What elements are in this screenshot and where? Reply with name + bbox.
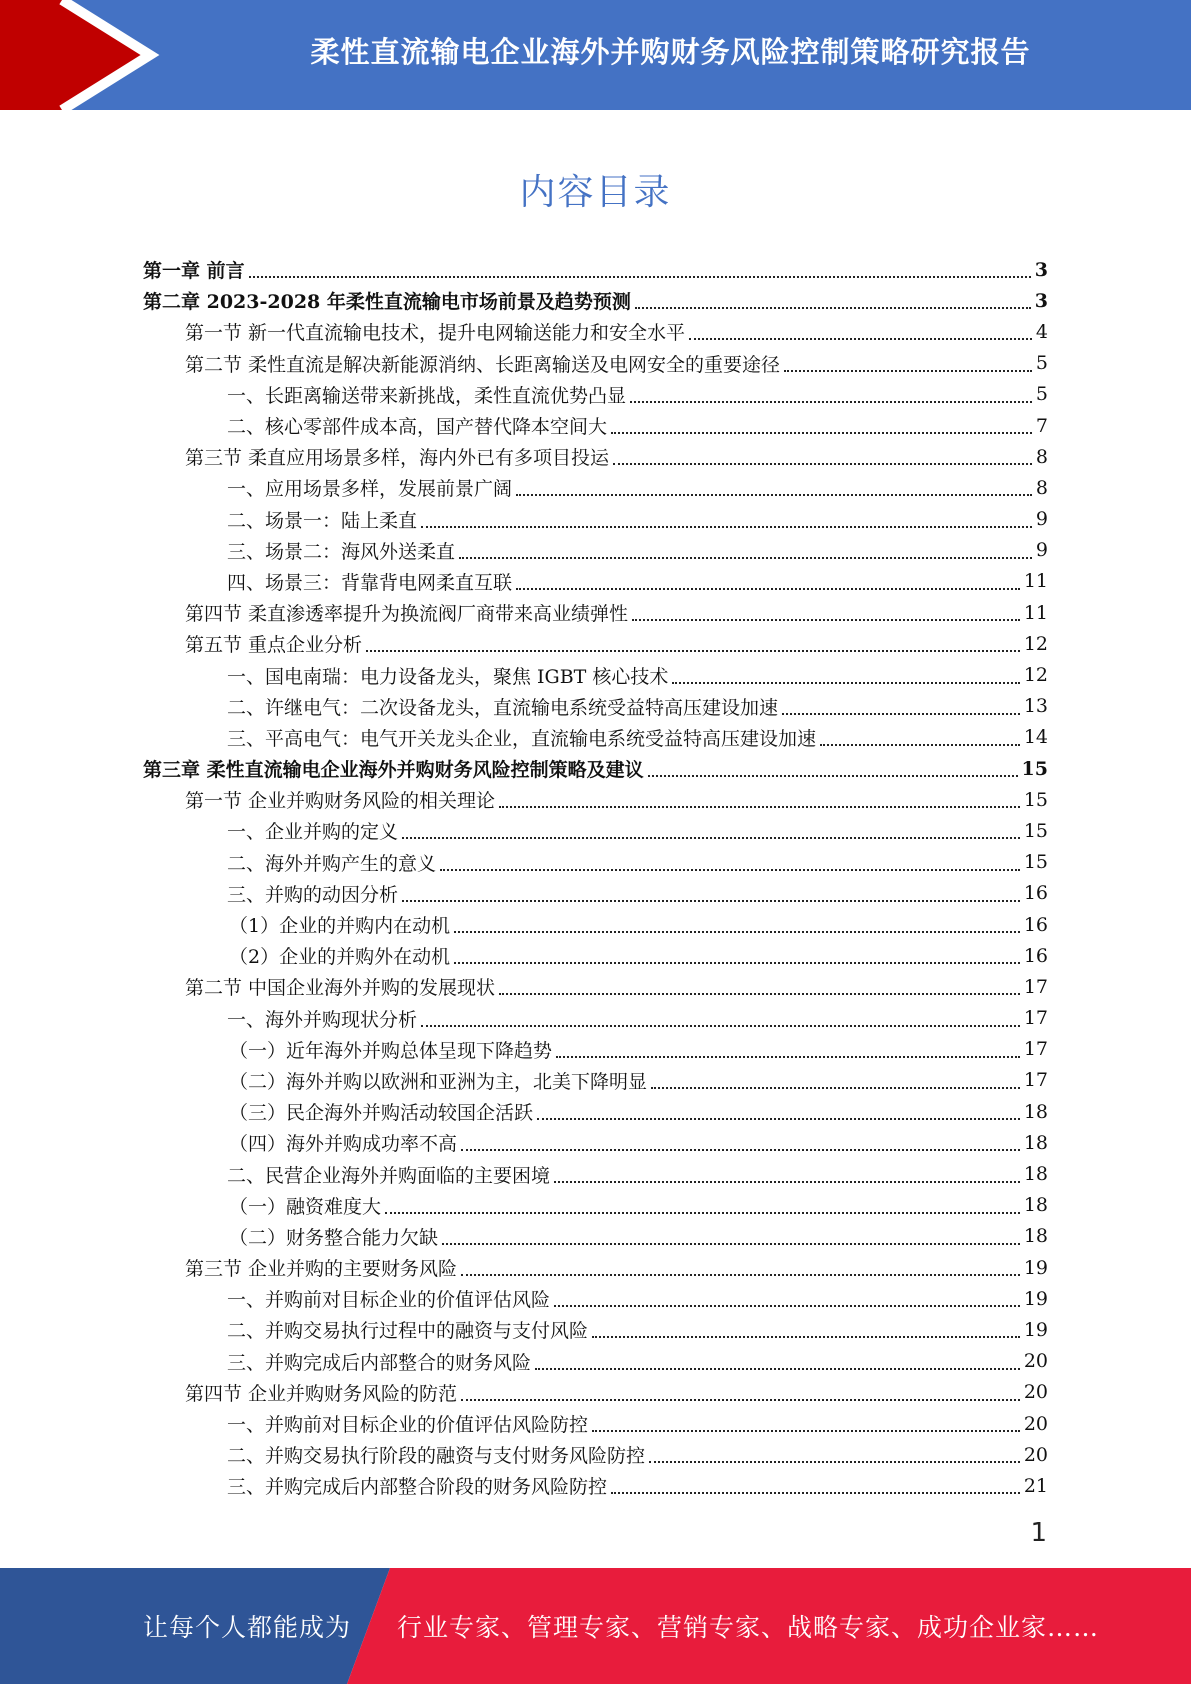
toc-entry-text: （四）海外并购成功率不高 — [229, 1133, 458, 1156]
toc-entry[interactable] — [143, 909, 1048, 940]
toc-entry[interactable] — [143, 847, 1048, 878]
toc-heading: 内容目录 — [519, 172, 672, 213]
toc-entry-page: 9 — [1035, 508, 1048, 531]
toc-entry-page: 20 — [1023, 1412, 1048, 1435]
toc-entry-page: 16 — [1023, 913, 1048, 936]
toc-entry-text: 一、海外并购现状分析 — [227, 1008, 418, 1031]
toc-entry[interactable] — [143, 971, 1048, 1002]
toc-dot-leader — [402, 899, 1020, 902]
toc-dot-leader — [689, 337, 1032, 340]
header-chevron-graphic — [0, 0, 160, 110]
toc-dot-leader — [366, 649, 1020, 652]
toc-entry[interactable] — [143, 1314, 1048, 1345]
toc-entry-text: 第三节 企业并购的主要财务风险 — [185, 1258, 458, 1281]
toc-entry-text: （二）海外并购以欧洲和亚洲为主，北美下降明显 — [229, 1070, 648, 1093]
toc-entry-text: 一、长距离输送带来新挑战，柔性直流优势凸显 — [227, 384, 627, 407]
toc-entry-text: （2）企业的并购外在动机 — [229, 946, 451, 969]
footer-slogan-left: 让每个人都能成为 — [143, 1613, 352, 1642]
toc-dot-leader — [611, 1491, 1020, 1494]
toc-entry-text: 第一章 前言 — [143, 260, 245, 283]
toc-entry[interactable] — [143, 597, 1048, 628]
toc-entry-text: 二、场景一：陆上柔直 — [227, 509, 418, 532]
toc-entry[interactable] — [143, 1065, 1048, 1096]
toc-entry-page: 18 — [1023, 1131, 1048, 1154]
toc-dot-leader — [461, 1273, 1020, 1276]
toc-entry-page: 14 — [1023, 726, 1048, 749]
toc-entry[interactable] — [143, 379, 1048, 410]
toc-entry-text: 第二节 中国企业海外并购的发展现状 — [185, 977, 496, 1000]
toc-entry[interactable] — [143, 285, 1048, 316]
toc-dot-leader — [535, 1367, 1020, 1370]
toc-entry-page: 12 — [1023, 632, 1048, 655]
toc-entry[interactable] — [143, 1158, 1048, 1189]
toc-entry-text: 第二节 柔性直流是解决新能源消纳、长距离输送及电网安全的重要途径 — [185, 353, 781, 376]
toc-entry-page: 16 — [1023, 944, 1048, 967]
toc-entry[interactable] — [143, 659, 1048, 690]
toc-entry-text: 二、核心零部件成本高，国产替代降本空间大 — [227, 416, 608, 439]
toc-dot-leader — [442, 1242, 1020, 1245]
toc-entry-page: 3 — [1034, 289, 1048, 312]
toc-entry-text: 第四节 柔直渗透率提升为换流阀厂商带来高业绩弹性 — [185, 603, 629, 626]
toc-entry[interactable] — [143, 691, 1048, 722]
toc-dot-leader — [651, 1086, 1020, 1089]
toc-dot-leader — [421, 1024, 1020, 1027]
toc-entry-text: （二）财务整合能力欠缺 — [229, 1226, 439, 1249]
toc-entry-text: （一）融资难度大 — [229, 1195, 382, 1218]
toc-entry-page: 20 — [1023, 1350, 1048, 1373]
toc-entry[interactable] — [143, 254, 1048, 285]
toc-dot-leader — [784, 369, 1032, 372]
toc-entry-page: 16 — [1023, 882, 1048, 905]
toc-entry-text: 二、并购交易执行阶段的融资与支付财务风险防控 — [227, 1445, 646, 1468]
toc-entry-text: 二、民营企业海外并购面临的主要困境 — [227, 1164, 551, 1187]
toc-entry-page: 15 — [1023, 788, 1048, 811]
toc-entry-text: 二、并购交易执行过程中的融资与支付风险 — [227, 1320, 589, 1343]
toc-dot-leader — [461, 1398, 1020, 1401]
toc-entry-text: 第一节 新一代直流输电技术，提升电网输送能力和安全水平 — [185, 322, 686, 345]
toc-entry[interactable] — [143, 348, 1048, 379]
toc-dot-leader — [537, 1117, 1020, 1120]
toc-entry-page: 20 — [1023, 1381, 1048, 1404]
toc-entry-page: 5 — [1035, 383, 1048, 406]
toc-entry[interactable] — [143, 1439, 1048, 1470]
toc-entry-page: 21 — [1023, 1474, 1048, 1497]
toc-dot-leader — [249, 275, 1031, 278]
toc-entry-page: 12 — [1023, 664, 1048, 687]
table-of-contents — [143, 254, 1048, 1502]
toc-entry[interactable] — [143, 566, 1048, 597]
toc-entry[interactable] — [143, 1408, 1048, 1439]
toc-entry-text: 第三章 柔性直流输电企业海外并购财务风险控制策略及建议 — [143, 759, 644, 782]
toc-entry[interactable] — [143, 1470, 1048, 1501]
toc-entry-page: 17 — [1023, 975, 1048, 998]
footer-banner — [0, 1568, 1191, 1684]
toc-entry-page: 19 — [1023, 1287, 1048, 1310]
toc-entry-text: （一）近年海外并购总体呈现下降趋势 — [229, 1039, 553, 1062]
toc-entry-page: 7 — [1035, 414, 1048, 437]
toc-entry-page: 15 — [1021, 757, 1048, 780]
toc-dot-leader — [440, 868, 1020, 871]
toc-entry-text: 三、平高电气：电气开关龙头企业，直流输电系统受益特高压建设加速 — [227, 727, 817, 750]
toc-entry-page: 18 — [1023, 1194, 1048, 1217]
toc-entry-page: 4 — [1035, 320, 1048, 343]
toc-entry-page: 19 — [1023, 1256, 1048, 1279]
toc-entry[interactable] — [143, 1096, 1048, 1127]
toc-entry[interactable] — [143, 940, 1048, 971]
toc-entry-page: 18 — [1023, 1100, 1048, 1123]
toc-entry[interactable] — [143, 753, 1048, 784]
toc-dot-leader — [516, 493, 1032, 496]
toc-entry-page: 11 — [1023, 570, 1048, 593]
toc-entry[interactable] — [143, 878, 1048, 909]
toc-entry-page: 15 — [1023, 851, 1048, 874]
toc-entry-page: 19 — [1023, 1318, 1048, 1341]
toc-entry-text: 第一节 企业并购财务风险的相关理论 — [185, 790, 496, 813]
toc-entry-page: 18 — [1023, 1163, 1048, 1186]
toc-entry-text: 第三节 柔直应用场景多样，海内外已有多项目投运 — [185, 447, 610, 470]
toc-entry[interactable] — [143, 1346, 1048, 1377]
toc-entry[interactable] — [143, 1377, 1048, 1408]
toc-entry-text: 第二章 2023-2028 年柔性直流输电市场前景及趋势预测 — [143, 291, 631, 314]
toc-entry[interactable] — [143, 1034, 1048, 1065]
toc-dot-leader — [421, 525, 1032, 528]
toc-entry[interactable] — [143, 410, 1048, 441]
toc-dot-leader — [554, 1180, 1020, 1183]
toc-dot-leader — [635, 306, 1031, 309]
toc-entry-page: 3 — [1034, 258, 1048, 281]
toc-entry-text: 三、并购的动因分析 — [227, 883, 399, 906]
toc-entry[interactable] — [143, 784, 1048, 815]
toc-dot-leader — [782, 712, 1020, 715]
toc-dot-leader — [461, 1148, 1020, 1151]
toc-entry[interactable] — [143, 535, 1048, 566]
toc-entry-page: 9 — [1035, 539, 1048, 562]
toc-entry[interactable] — [143, 1003, 1048, 1034]
toc-dot-leader — [672, 681, 1019, 684]
report-title: 柔性直流输电企业海外并购财务风险控制策略研究报告 — [310, 34, 1031, 69]
toc-dot-leader — [611, 431, 1032, 434]
toc-entry-text: 一、并购前对目标企业的价值评估风险 — [227, 1289, 551, 1312]
toc-entry-page: 8 — [1035, 476, 1048, 499]
toc-entry-text: 三、并购完成后内部整合的财务风险 — [227, 1351, 532, 1374]
toc-entry[interactable] — [143, 815, 1048, 846]
toc-entry-page: 18 — [1023, 1225, 1048, 1248]
toc-entry-text: 一、应用场景多样，发展前景广阔 — [227, 478, 513, 501]
toc-dot-leader — [632, 618, 1020, 621]
toc-entry-text: 第五节 重点企业分析 — [185, 634, 363, 657]
toc-dot-leader — [499, 805, 1020, 808]
footer-slogan-right: 行业专家、管理专家、营销专家、战略专家、成功企业家…… — [397, 1613, 1100, 1642]
toc-entry[interactable] — [143, 441, 1048, 472]
page-number: 1 — [1030, 1518, 1047, 1548]
toc-dot-leader — [499, 992, 1020, 995]
toc-dot-leader — [556, 1055, 1020, 1058]
toc-dot-leader — [554, 1304, 1020, 1307]
toc-entry-text: 一、国电南瑞：电力设备龙头，聚焦 IGBT 核心技术 — [227, 665, 669, 688]
toc-entry[interactable] — [143, 1283, 1048, 1314]
toc-dot-leader — [454, 961, 1020, 964]
header-banner — [0, 0, 1191, 110]
toc-entry[interactable] — [143, 472, 1048, 503]
toc-entry-text: 二、海外并购产生的意义 — [227, 852, 437, 875]
toc-entry[interactable] — [143, 1221, 1048, 1252]
toc-dot-leader — [385, 1211, 1020, 1214]
toc-entry-text: 第四节 企业并购财务风险的防范 — [185, 1382, 458, 1405]
toc-dot-leader — [516, 587, 1020, 590]
toc-entry[interactable] — [143, 1190, 1048, 1221]
toc-entry-text: （三）民企海外并购活动较国企活跃 — [229, 1102, 534, 1125]
toc-entry-text: 三、场景二：海风外送柔直 — [227, 540, 456, 563]
toc-entry-page: 17 — [1023, 1069, 1048, 1092]
toc-entry-text: 一、并购前对目标企业的价值评估风险防控 — [227, 1414, 589, 1437]
toc-entry[interactable] — [143, 1252, 1048, 1283]
toc-dot-leader — [630, 400, 1032, 403]
toc-entry-text: 三、并购完成后内部整合阶段的财务风险防控 — [227, 1476, 608, 1499]
toc-entry-page: 17 — [1023, 1007, 1048, 1030]
toc-entry-page: 11 — [1023, 601, 1048, 624]
toc-entry-page: 5 — [1035, 352, 1048, 375]
toc-dot-leader — [592, 1429, 1020, 1432]
toc-dot-leader — [613, 462, 1032, 465]
toc-entry-text: 四、场景三：背靠背电网柔直互联 — [227, 571, 513, 594]
toc-entry-page: 17 — [1023, 1038, 1048, 1061]
toc-entry-text: 一、企业并购的定义 — [227, 821, 399, 844]
toc-dot-leader — [649, 1460, 1020, 1463]
toc-entry-text: （1）企业的并购内在动机 — [229, 915, 451, 938]
toc-dot-leader — [592, 1335, 1020, 1338]
toc-entry[interactable] — [143, 504, 1048, 535]
toc-dot-leader — [402, 836, 1020, 839]
toc-entry[interactable] — [143, 1127, 1048, 1158]
toc-entry[interactable] — [143, 722, 1048, 753]
toc-entry-page: 8 — [1035, 445, 1048, 468]
toc-dot-leader — [648, 774, 1018, 777]
toc-dot-leader — [454, 930, 1020, 933]
toc-entry-page: 13 — [1023, 695, 1048, 718]
toc-dot-leader — [459, 556, 1032, 559]
toc-entry-page: 15 — [1023, 819, 1048, 842]
toc-entry-text: 二、许继电气：二次设备龙头，直流输电系统受益特高压建设加速 — [227, 696, 779, 719]
toc-entry-page: 20 — [1023, 1443, 1048, 1466]
toc-dot-leader — [820, 743, 1020, 746]
toc-entry[interactable] — [143, 628, 1048, 659]
toc-entry[interactable] — [143, 316, 1048, 347]
